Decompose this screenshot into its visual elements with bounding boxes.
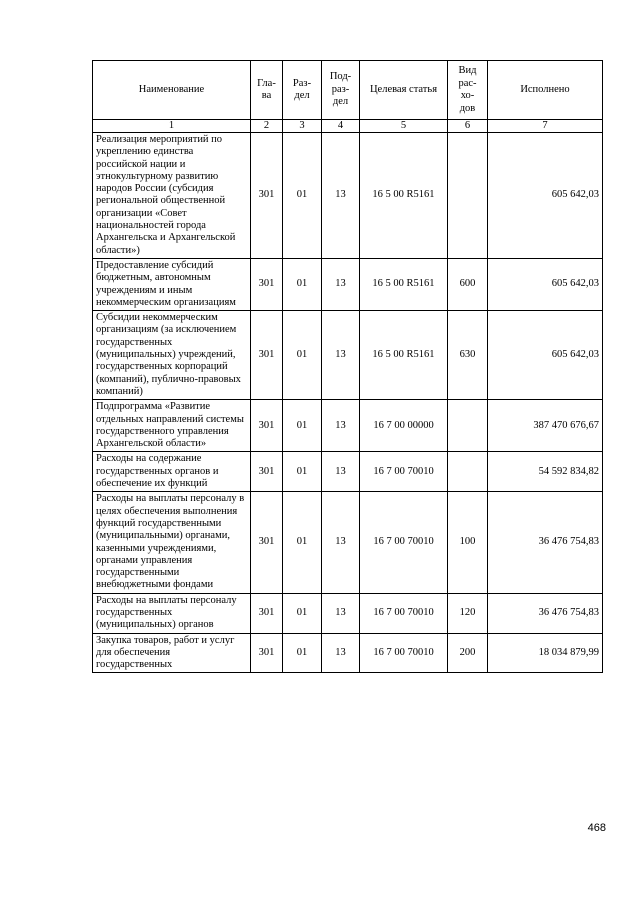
column-number: 4 [322,120,360,133]
row-executed: 605 642,03 [488,258,603,310]
table-row [93,593,603,633]
header-expense-type: Вид рас- хо- дов [448,61,488,120]
row-name: Расходы на содержание государственных органов и обеспечение их функций [93,452,251,492]
header-subsection: Под- раз- дел [322,61,360,120]
row-executed: 18 034 879,99 [488,633,603,673]
row-section: 01 [283,593,322,633]
row-name: Предоставление субсидий бюджетным, автономным учреждениям и иным некоммерческим организациям [93,258,251,310]
row-section: 01 [283,258,322,310]
row-name: Реализация мероприятий по укреплению единства российской нации и этнокультурному развитию народов России (субсидия региональной общественной организации «Совет национальностей города Архангельска и Архангельской области») [93,133,251,259]
table-row [93,258,603,310]
row-chapter: 301 [251,593,283,633]
row-section: 01 [283,133,322,259]
row-subsection: 13 [322,258,360,310]
table-row [93,133,603,259]
row-section: 01 [283,311,322,400]
row-expense-type [448,452,488,492]
row-subsection: 13 [322,133,360,259]
table-row [93,633,603,673]
row-name: Подпрограмма «Развитие отдельных направлений системы государственного управления Архангельской области» [93,400,251,452]
row-chapter: 301 [251,258,283,310]
row-target-article: 16 7 00 70010 [360,593,448,633]
header-name: Наименование [93,61,251,120]
column-number: 5 [360,120,448,133]
column-number: 6 [448,120,488,133]
row-expense-type: 120 [448,593,488,633]
row-expense-type: 600 [448,258,488,310]
row-expense-type: 200 [448,633,488,673]
row-chapter: 301 [251,452,283,492]
table-row [93,452,603,492]
row-section: 01 [283,452,322,492]
row-target-article: 16 5 00 R5161 [360,258,448,310]
row-expense-type [448,133,488,259]
row-target-article: 16 7 00 70010 [360,633,448,673]
row-chapter: 301 [251,311,283,400]
row-subsection: 13 [322,633,360,673]
row-executed: 387 470 676,67 [488,400,603,452]
row-chapter: 301 [251,400,283,452]
column-number: 2 [251,120,283,133]
row-subsection: 13 [322,311,360,400]
row-expense-type: 100 [448,492,488,593]
row-expense-type: 630 [448,311,488,400]
row-section: 01 [283,400,322,452]
header-target-article: Целевая статья [360,61,448,120]
row-subsection: 13 [322,492,360,593]
header-chapter: Гла- ва [251,61,283,120]
row-target-article: 16 7 00 70010 [360,452,448,492]
page-number: 468 [587,822,606,834]
budget-execution-table [92,60,603,673]
column-number: 1 [93,120,251,133]
row-executed: 36 476 754,83 [488,593,603,633]
row-chapter: 301 [251,633,283,673]
row-executed: 54 592 834,82 [488,452,603,492]
row-chapter: 301 [251,133,283,259]
column-number: 7 [488,120,603,133]
header-executed: Исполнено [488,61,603,120]
row-executed: 36 476 754,83 [488,492,603,593]
row-subsection: 13 [322,400,360,452]
row-name: Закупка товаров, работ и услуг для обеспечения государственных [93,633,251,673]
row-target-article: 16 7 00 00000 [360,400,448,452]
table-row [93,492,603,593]
row-name: Субсидии некоммерческим организациям (за исключением государственных (муниципальных) учреждений, государственных корпораций (компаний), публично-правовых компаний) [93,311,251,400]
table-row [93,311,603,400]
row-target-article: 16 5 00 R5161 [360,133,448,259]
header-section: Раз- дел [283,61,322,120]
row-name: Расходы на выплаты персоналу государственных (муниципальных) органов [93,593,251,633]
column-number: 3 [283,120,322,133]
row-target-article: 16 5 00 R5161 [360,311,448,400]
table-row [93,400,603,452]
row-executed: 605 642,03 [488,133,603,259]
row-section: 01 [283,492,322,593]
row-expense-type [448,400,488,452]
row-chapter: 301 [251,492,283,593]
row-subsection: 13 [322,593,360,633]
table-header-row [93,61,603,120]
row-subsection: 13 [322,452,360,492]
row-target-article: 16 7 00 70010 [360,492,448,593]
row-executed: 605 642,03 [488,311,603,400]
row-name: Расходы на выплаты персоналу в целях обеспечения выполнения функций государственными (муниципальными) органами, казенными учреждениями, органами управления государственными внебюджетными фондами [93,492,251,593]
column-number-row [93,120,603,133]
row-section: 01 [283,633,322,673]
